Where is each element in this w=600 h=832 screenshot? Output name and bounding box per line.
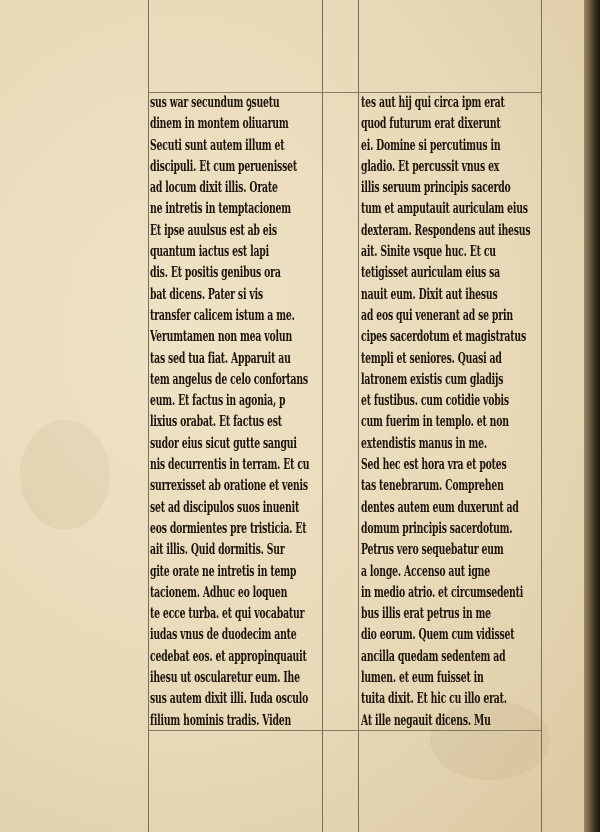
text-line: tum et amputauit auriculam eius [361, 199, 528, 218]
text-line: tas tenebrarum. Comprehen [361, 476, 504, 495]
text-line: sus autem dixit illi. Iuda osculo [150, 689, 309, 708]
text-line: gite orate ne intretis in temp [150, 561, 297, 580]
ruling-line-vertical [148, 0, 149, 832]
text-line: At ille negauit dicens. Mu [361, 710, 491, 729]
ruling-line-vertical [541, 0, 542, 832]
text-line: filium hominis tradis. Viden [150, 710, 292, 729]
text-line: ei. Domine si percutimus in [361, 135, 501, 154]
text-line: sus war secundum ꝯsuetu [150, 93, 280, 111]
ruling-line-vertical [322, 0, 323, 832]
text-line: Petrus vero sequebatur eum [361, 540, 504, 559]
text-line: in medio atrio. et circumsedenti [361, 582, 524, 601]
text-line: eum. Et factus in agonia, p [150, 391, 286, 410]
text-line: quod futurum erat dixerunt [361, 114, 501, 133]
text-line: set ad discipulos suos inuenit [150, 497, 300, 516]
text-line: iudas vnus de duodecim ante [150, 625, 297, 644]
text-line: templi et seniores. Quasi ad [361, 348, 502, 367]
text-line: tetigisset auriculam eius sa [361, 263, 501, 282]
text-line: dio eorum. Quem cum vidisset [361, 625, 515, 644]
text-line: tacionem. Adhuc eo loquen [150, 582, 288, 601]
text-line: Secuti sunt autem illum et [150, 135, 285, 154]
text-line: lixius orabat. Et factus est [150, 412, 282, 431]
text-line: lumen. et eum fuisset in [361, 668, 484, 687]
text-line: tas sed tua fiat. Apparuit au [150, 348, 291, 367]
text-column-left [150, 92, 309, 731]
text-line: cum fuerim in templo. et non [361, 412, 509, 431]
text-line: ne intretis in temptacionem [150, 199, 291, 218]
text-line: tuita dixit. Et hic cu illo erat. [361, 689, 507, 708]
text-line: Et ipse auulsus est ab eis [150, 220, 277, 239]
text-line: dentes autem eum duxerunt ad [361, 497, 519, 516]
text-line: discipuli. Et cum peruenisset [150, 156, 297, 175]
text-line: ancilla quedam sedentem ad [361, 646, 506, 665]
text-column-right [361, 92, 530, 731]
text-line: extendistis manus in me. [361, 433, 487, 452]
ruling-line-vertical [358, 0, 359, 832]
text-line: cedebat eos. et appropinquauit [150, 646, 307, 665]
text-line: te ecce turba. et qui vocabatur [150, 604, 305, 623]
text-line: nis decurrentis in terram. Et cu [150, 455, 310, 474]
text-line: illis seruum principis sacerdo [361, 178, 511, 197]
text-line: tes aut hij qui circa ipm erat [361, 93, 505, 111]
text-line: eos dormientes pre tristicia. Et [150, 518, 307, 537]
text-line: sudor eius sicut gutte sangui [150, 433, 297, 452]
binding-gutter [584, 0, 600, 832]
text-line: Sed hec est hora vra et potes [361, 455, 507, 474]
text-line: gladio. Et percussit vnus ex [361, 156, 500, 175]
text-line: cipes sacerdotum et magistratus [361, 327, 527, 346]
text-line: domum principis sacerdotum. [361, 518, 513, 537]
text-line: dexteram. Respondens aut ihesus [361, 220, 531, 239]
text-line: a longe. Accenso aut igne [361, 561, 490, 580]
text-line: dis. Et positis genibus ora [150, 263, 281, 282]
text-line: bus illis erat petrus in me [361, 604, 491, 623]
text-line: ihesu ut oscularetur eum. Ihe [150, 668, 300, 687]
text-line: transfer calicem istum a me. [150, 305, 295, 324]
text-line: dinem in montem oliuarum [150, 114, 289, 133]
text-line: Verumtamen non mea volun [150, 327, 293, 346]
text-line: tem angelus de celo confortans [150, 369, 308, 388]
stain [20, 420, 110, 530]
text-line: ad locum dixit illis. Orate [150, 178, 278, 197]
text-line: et fustibus. cum cotidie vobis [361, 391, 509, 410]
text-line: surrexisset ab oratione et venis [150, 476, 308, 495]
text-line: quantum iactus est lapi [150, 242, 269, 261]
text-line: latronem existis cum gladijs [361, 369, 504, 388]
text-line: bat dicens. Pater si vis [150, 284, 263, 303]
text-line: ait. Sinite vsque huc. Et cu [361, 242, 496, 261]
text-line: ait illis. Quid dormitis. Sur [150, 540, 285, 559]
text-line: nauit eum. Dixit aut ihesus [361, 284, 498, 303]
text-line: ad eos qui venerant ad se prin [361, 305, 513, 324]
